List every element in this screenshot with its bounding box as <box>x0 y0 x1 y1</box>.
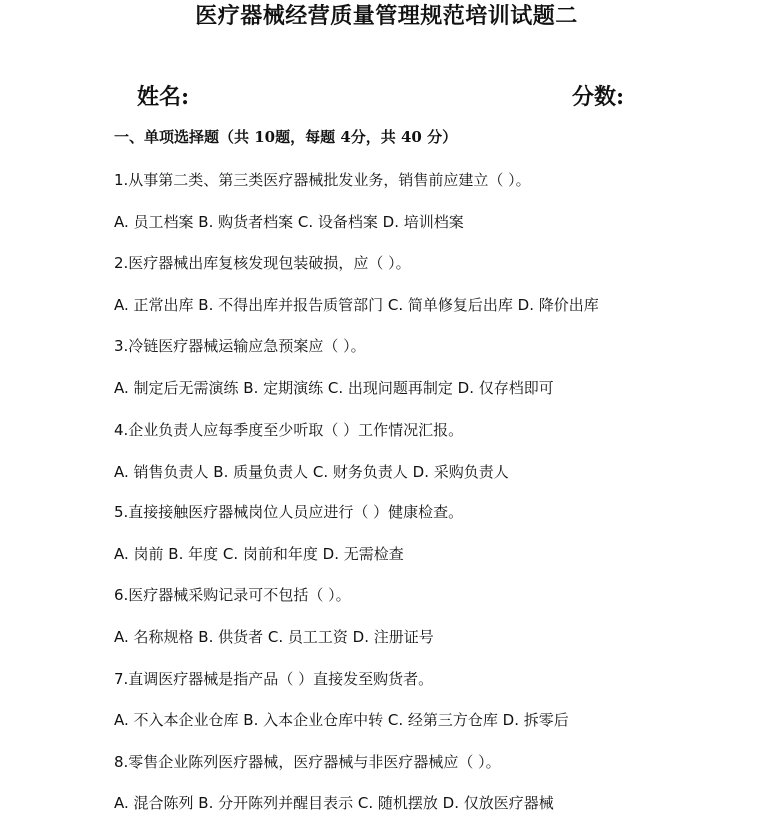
score-field-label: 分数: <box>572 84 625 110</box>
question-7: 7.直调医疗器械是指产品（ ）直接发至购货者。 <box>114 670 434 688</box>
question-6-options: A. 名称规格 B. 供货者 C. 员工工资 D. 注册证号 <box>114 628 434 646</box>
question-4: 4.企业负责人应每季度至少听取（ ）工作情况汇报。 <box>114 421 464 439</box>
document-title: 医疗器械经营质量管理规范培训试题二 <box>195 3 578 29</box>
question-6: 6.医疗器械采购记录可不包括（ ）。 <box>114 586 351 604</box>
question-1: 1.从事第二类、第三类医疗器械批发业务，销售前应建立（ ）。 <box>114 171 531 189</box>
question-3: 3.冷链医疗器械运输应急预案应（ ）。 <box>114 337 366 355</box>
question-5-options: A. 岗前 B. 年度 C. 岗前和年度 D. 无需检查 <box>114 545 404 563</box>
section-heading: 一、单项选择题（共 10题，每题 4分，共 40 分） <box>114 128 458 146</box>
question-2: 2.医疗器械出库复核发现包装破损，应（ ）。 <box>114 254 411 272</box>
question-5: 5.直接接触医疗器械岗位人员应进行（ ）健康检查。 <box>114 503 464 521</box>
question-7-options: A. 不入本企业仓库 B. 入本企业仓库中转 C. 经第三方仓库 D. 拆零后 <box>114 711 569 729</box>
question-1-options: A. 员工档案 B. 购货者档案 C. 设备档案 D. 培训档案 <box>114 213 464 231</box>
name-field-label: 姓名: <box>137 84 190 110</box>
question-3-options: A. 制定后无需演练 B. 定期演练 C. 出现问题再制定 D. 仅存档即可 <box>114 379 554 397</box>
question-8: 8.零售企业陈列医疗器械，医疗器械与非医疗器械应（ ）。 <box>114 753 501 771</box>
question-4-options: A. 销售负责人 B. 质量负责人 C. 财务负责人 D. 采购负责人 <box>114 463 509 481</box>
question-2-options: A. 正常出库 B. 不得出库并报告质管部门 C. 简单修复后出库 D. 降价出库 <box>114 296 599 314</box>
question-8-options: A. 混合陈列 B. 分开陈列并醒目表示 C. 随机摆放 D. 仅放医疗器械 <box>114 794 554 812</box>
